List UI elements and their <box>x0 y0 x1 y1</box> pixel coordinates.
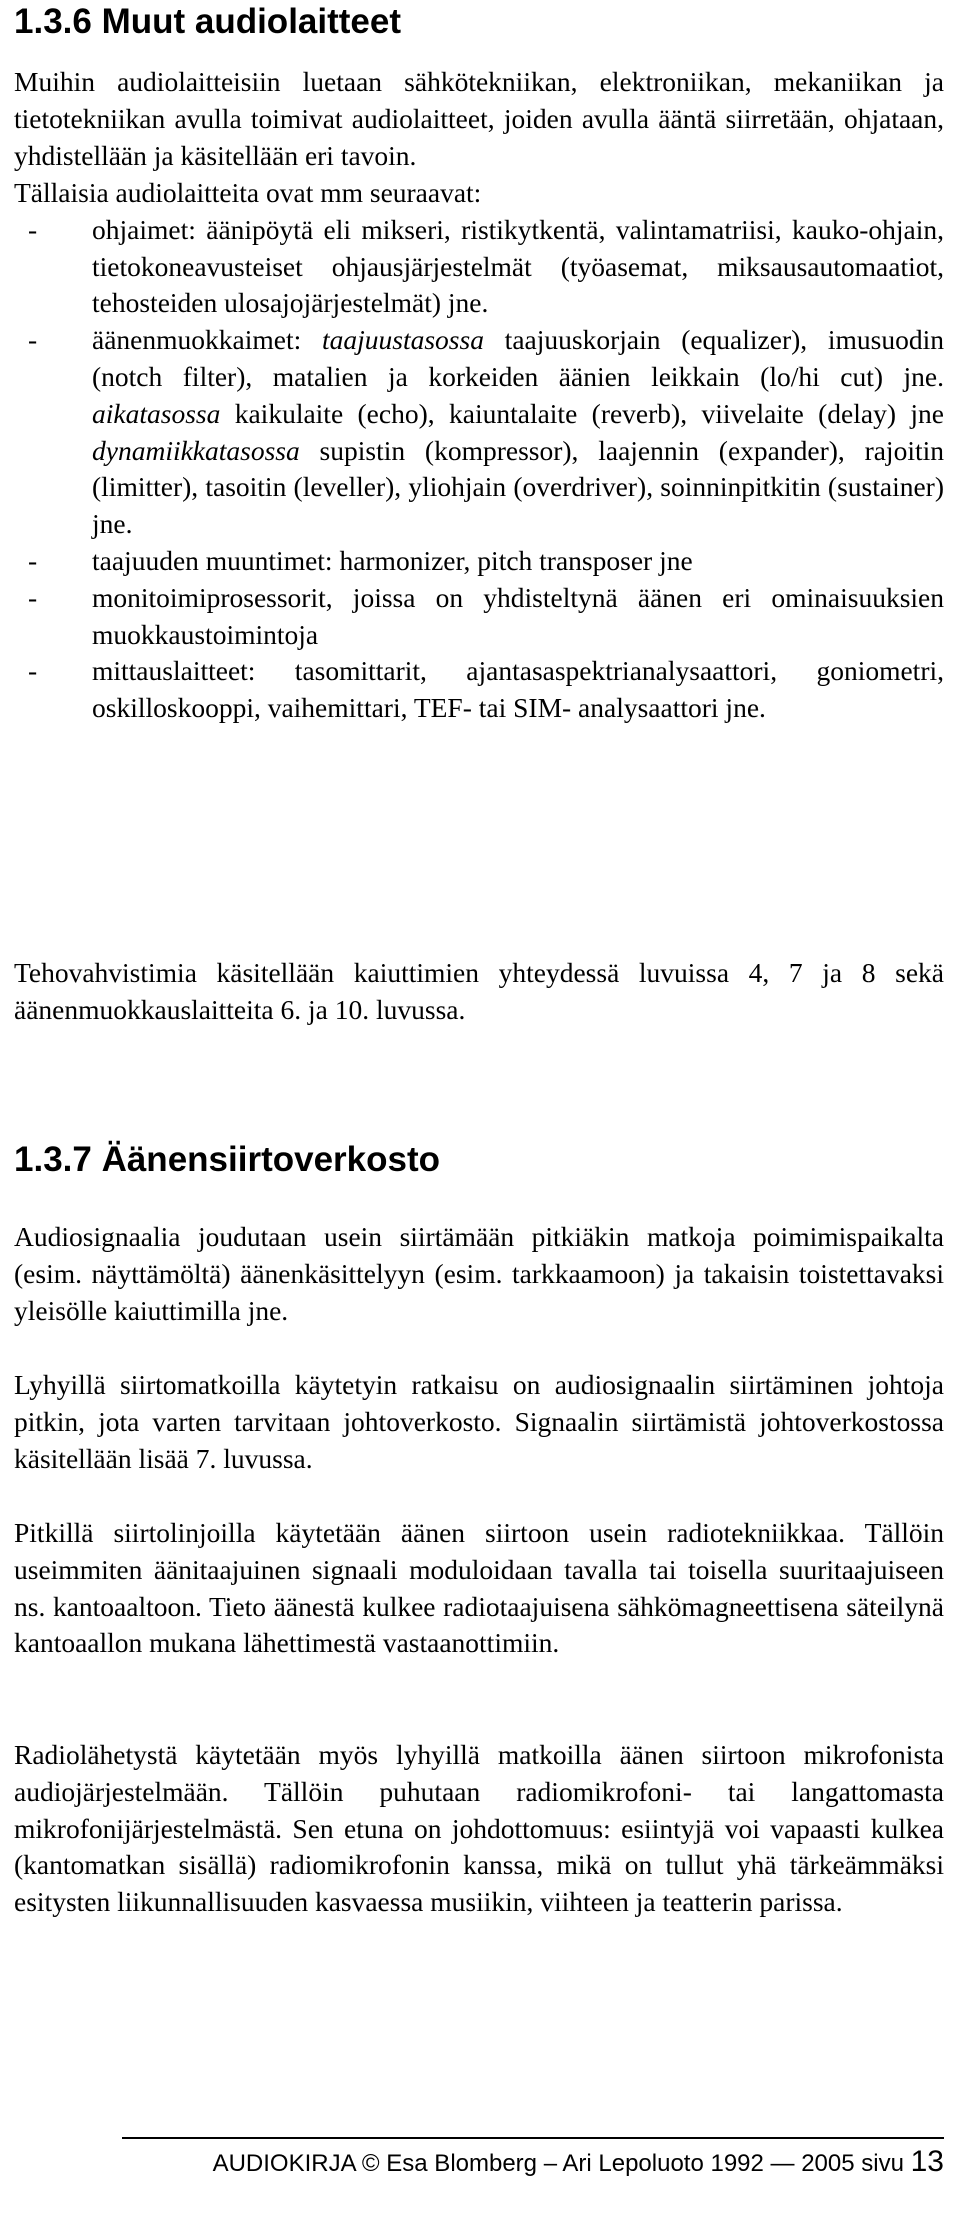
section2-paragraph-2: Lyhyillä siirtomatkoilla käytetyin ratkaisu on audiosignaalin siirtäminen johtoja pitkin, jota varten tarvitaan johtoverkosto. Signaalin siirtämistä johtoverkostossa käsitellään lisää 7. luvussa. <box>14 1369 944 1474</box>
section-heading-aanensiirtoverkosto: 1.3.7 Äänensiirtoverkosto <box>14 1140 440 1179</box>
section1-closing-paragraph: Tehovahvistimia käsitellään kaiuttimien yhteydessä luvuissa 4, 7 ja 8 sekä äänenmuokkauslaitteita 6. ja 10. luvussa. <box>14 957 944 1025</box>
section2-paragraph-3: Pitkillä siirtolinjoilla käytetään äänen siirtoon usein radiotekniikkaa. Tällöin useimmiten äänitaajuinen signaali moduloidaan tavalla tai toisella suuritaajuiseen ns. kantoaaltoon. Tieto äänestä kulkee radiotaajuisena sähkömagneettisena säteilynä kantoaallon mukana lähettimestä vastaanottimiin. <box>14 1517 944 1659</box>
section2-paragraph-4: Radiolähetystä käytetään myös lyhyillä matkoilla äänen siirtoon mikrofonista audiojärjestelmään. Tällöin puhutaan radiomikrofoni- tai langattomasta mikrofonijärjestelmästä. Sen etuna on johdottomuus: esiintyjä voi vapaasti kulkea (kantomatkan sisällä) radiomikrofonin kanssa, mikä on tullut yhä tärkeämmäksi esitysten liikunnallisuuden kasvaessa musiikin, viihteen ja teatterin parissa. <box>14 1739 944 1918</box>
section2-p4-block <box>14 1737 944 1921</box>
list-dash: - <box>28 213 38 245</box>
list-dash: - <box>28 581 38 613</box>
list-dash: - <box>28 544 38 576</box>
list-dash: - <box>28 655 38 687</box>
section1-intro-block <box>14 64 944 174</box>
section2-p3-block <box>14 1515 944 1662</box>
section2-p1-block <box>14 1219 944 1329</box>
section2-p2-block <box>14 1367 944 1477</box>
device-list-block <box>14 175 944 727</box>
section-heading-muut-audiolaitteet: 1.3.6 Muut audiolaitteet <box>14 2 401 41</box>
list-intro: Tällaisia audiolaitteita ovat mm seuraavat: <box>14 177 482 208</box>
footer-text: AUDIOKIRJA © Esa Blomberg – Ari Lepoluoto 1992 — 2005 sivu <box>212 2150 911 2177</box>
page-footer <box>213 2146 944 2180</box>
list-item-mittauslaitteet: - mittauslaitteet: tasomittarit, ajantasaspektrianalysaattori, goniometri, oskilloskooppi, vaihemittari, TEF- tai SIM- analysaattori jne. <box>28 655 944 724</box>
list-item-taajuuden-muuntimet: - taajuuden muuntimet: harmonizer, pitch transposer jne <box>14 543 944 580</box>
footer-divider <box>122 2137 944 2139</box>
list-dash: - <box>28 324 38 356</box>
section1-intro-paragraph: Muihin audiolaitteisiin luetaan sähkötekniikan, elektroniikan, mekaniikan ja tietotekniikan avulla toimivat audiolaitteet, joiden avulla ääntä siirretään, ohjataan, yhdistellään ja käsitellään eri tavoin. <box>14 66 944 171</box>
list-item-ohjaimet: - ohjaimet: äänipöytä eli mikseri, ristikytkentä, valintamatriisi, kauko-ohjain, tietokoneavusteiset ohjausjärjestelmät (työasemat, miksausautomaatiot, tehosteiden ulosajojärjestelmät) jne. <box>28 213 944 319</box>
section1-closing-block <box>14 955 944 1029</box>
section2-paragraph-1: Audiosignaalia joudutaan usein siirtämään pitkiäkin matkoja poimimispaikalta (esim. näyttämöltä) äänenkäsittelyyn (esim. tarkkaamoon) ja takaisin toistettavaksi yleisölle kaiuttimilla jne. <box>14 1221 944 1326</box>
list-item-aanenmuokkaimet: - äänenmuokkaimet: taajuustasossa taajuuskorjain (equalizer), imusuodin (notch filter), matalien ja korkeiden äänien leikkain (lo/hi cut) jne. aikatasossa kaikulaite (echo), kaiuntalaite (reverb), viivelaite (delay) jne dynamiikkatasossa supistin (kompressor), laajennin (expander), rajoitin (limitter), tasoitin (leveller), yliohjain (overdriver), soinninpitkitin (sustainer) jne. <box>28 324 944 540</box>
list-item-monitoimiprosessorit: - monitoimiprosessorit, joissa on yhdisteltynä äänen eri ominaisuuksien muokkaustoimintoja <box>28 581 944 650</box>
page-number: 13 <box>910 2145 944 2178</box>
